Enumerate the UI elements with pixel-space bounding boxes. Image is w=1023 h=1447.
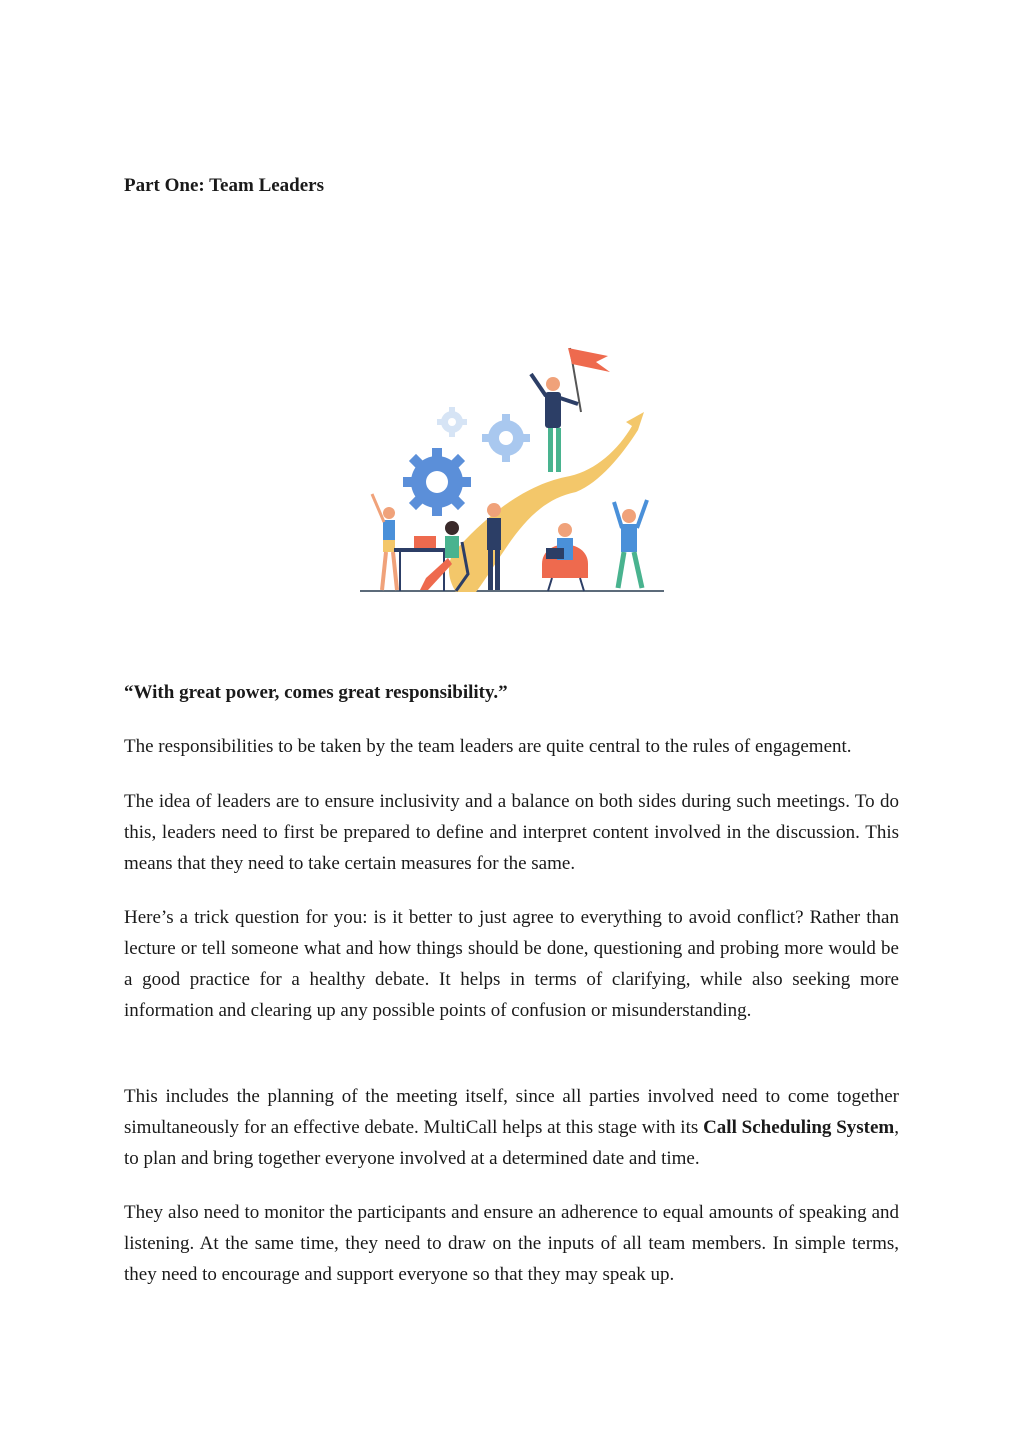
- paragraph-4: [124, 1081, 899, 1174]
- paragraph-4-text-before: This includes the planning of the meeting itself, since all parties involved need to come together simultaneously for an effective debate. MultiCall helps at this stage with its: [124, 1086, 899, 1138]
- paragraph-2: The idea of leaders are to ensure inclusivity and a balance on both sides during such meetings. To do this, leaders need to first be prepared to define and interpret content involved in the discussion. This means that they need to take certain measures for the same.: [124, 791, 899, 874]
- paragraph-1: The responsibilities to be taken by the team leaders are quite central to the rules of engagement.: [124, 736, 852, 757]
- quote: “With great power, comes great responsibility.”: [124, 682, 508, 703]
- call-scheduling-system-term: Call Scheduling System: [703, 1117, 895, 1138]
- paragraph-5: They also need to monitor the participants and ensure an adherence to equal amounts of speaking and listening. At the same time, they need to draw on the inputs of all team members. In simple terms, they need to encourage and support everyone so that they may speak up.: [124, 1202, 899, 1285]
- team-success-illustration-icon: [356, 342, 668, 598]
- paragraph-3: Here’s a trick question for you: is it better to just agree to everything to avoid conflict? Rather than lecture or tell someone what and how things should be done, questioning and probing more would be a good practice for a healthy debate. It helps in terms of clarifying, while also seeking more information and clearing up any possible points of confusion or misunderstanding.: [124, 907, 899, 1021]
- paragraph-4-text-after: , to plan and bring together everyone involved at a determined date and time.: [124, 1117, 899, 1169]
- section-heading: Part One: Team Leaders: [124, 175, 325, 196]
